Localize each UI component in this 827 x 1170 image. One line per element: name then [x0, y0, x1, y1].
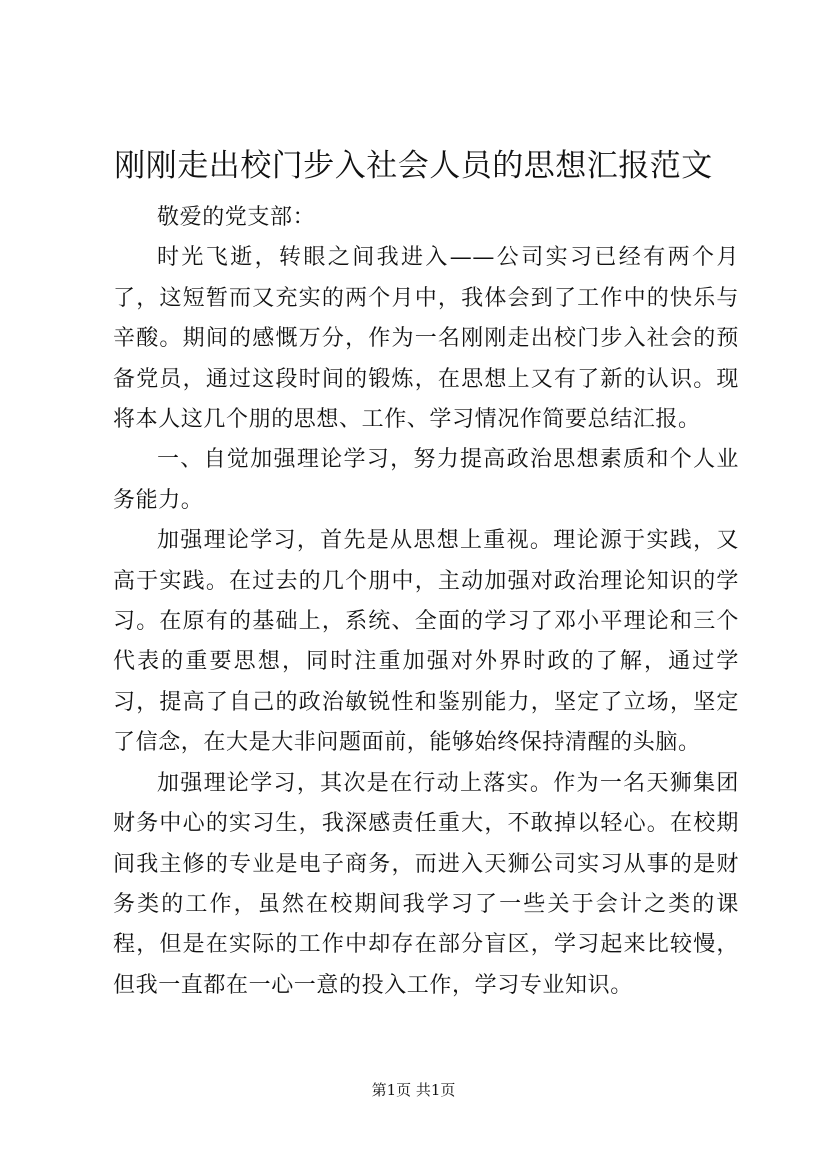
section-heading: 一、自觉加强理论学习，努力提高政治思想素质和个人业务能力。 — [113, 447, 739, 513]
salutation: 敬爱的党支部： — [157, 205, 316, 230]
paragraph-intro: 时光飞逝，转眼之间我进入——公司实习已经有两个月了，这短暂而又充实的两个月中，我体会到了工作中的快乐与辛酸。期间的感慨万分，作为一名刚刚走出校门步入社会的预备党员，通过这段时间的锻炼，在思想上又有了新的认识。现将本人这几个朋的思想、工作、学习情况作简要总结汇报。 — [113, 245, 739, 433]
page-footer: 第1页 共1页 — [371, 1081, 456, 1099]
document-body — [113, 198, 739, 1006]
document-title: 刚刚走出校门步入社会人员的思想汇报范文 — [114, 148, 713, 184]
paragraph-action: 加强理论学习，其次是在行动上落实。作为一名天狮集团财务中心的实习生，我深感责任重大，不敢掉以轻心。在校期间我主修的专业是电子商务，而进入天狮公司实习从事的是财务类的工作，虽然在校期间我学习了一些关于会计之类的课程，但是在实际的工作中却存在部分盲区，学习起来比较慢，但我一直都在一心一意的投入工作，学习专业知识。 — [113, 770, 739, 998]
paragraph-theory: 加强理论学习，首先是从思想上重视。理论源于实践，又高于实践。在过去的几个朋中，主动加强对政治理论知识的学习。在原有的基础上，系统、全面的学习了邓小平理论和三个代表的重要思想，同时注重加强对外界时政的了解，通过学习，提高了自己的政治敏锐性和鉴别能力，坚定了立场，坚定了信念，在大是大非问题面前，能够始终保持清醒的头脑。 — [113, 528, 739, 756]
